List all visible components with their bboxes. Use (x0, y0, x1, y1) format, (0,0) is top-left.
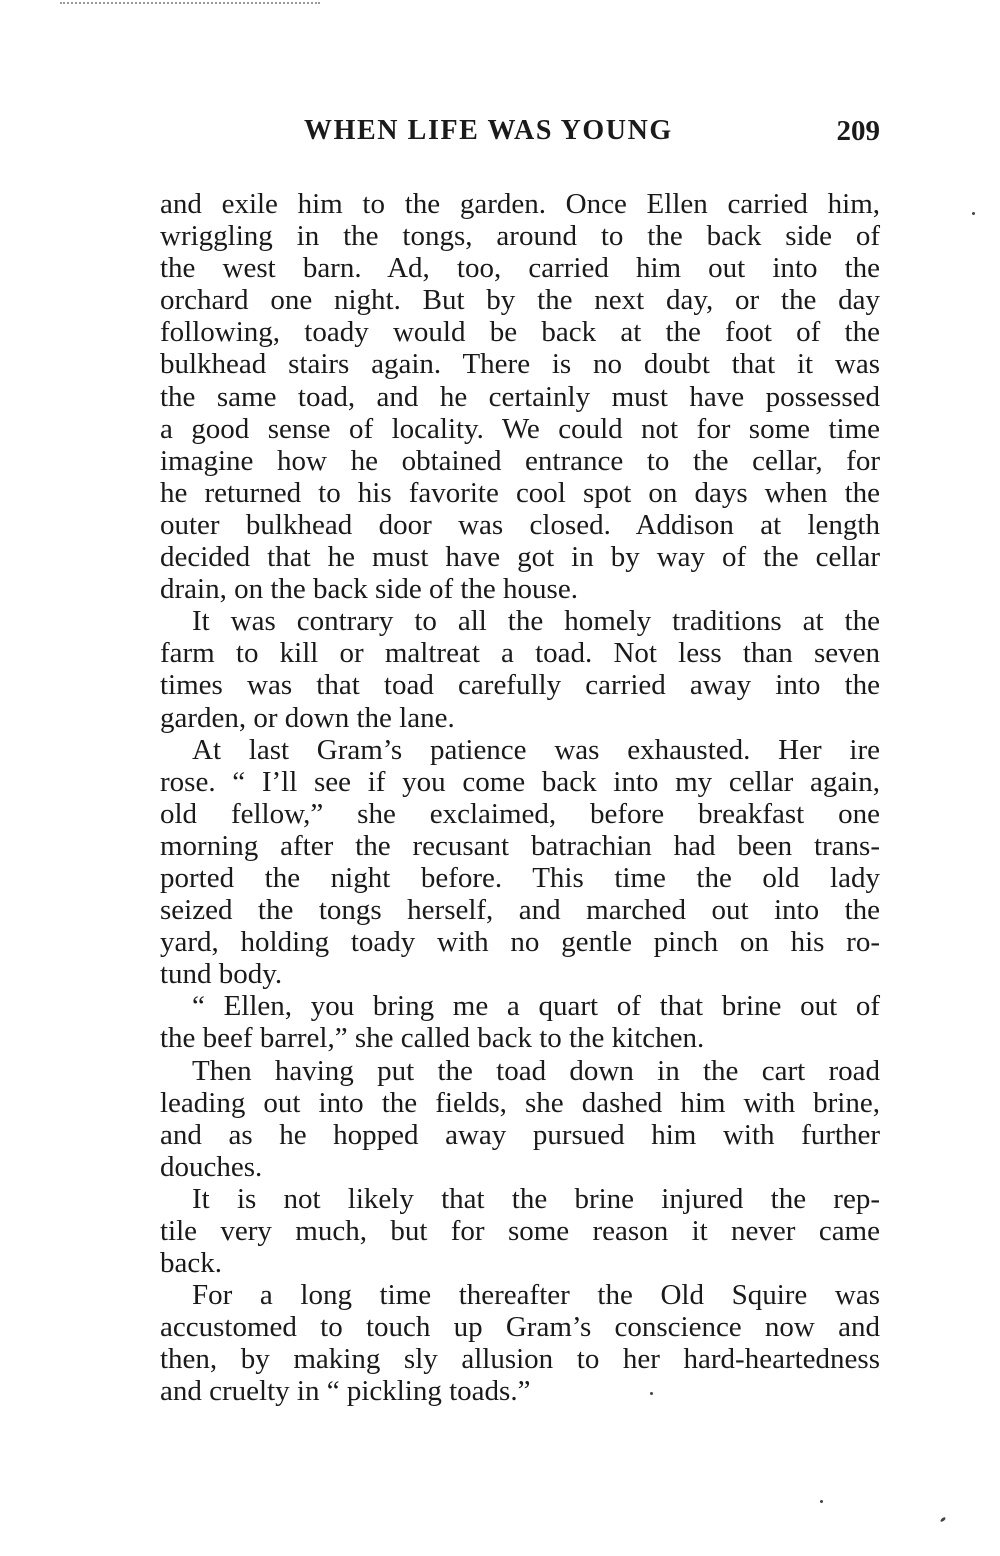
text-line: accustomed to touch up Gram’s conscience now and (160, 1311, 880, 1344)
text-line: douches. (160, 1150, 263, 1183)
text-line: following, toady would be back at the foot of the (160, 316, 880, 349)
text-line: he returned to his favorite cool spot on days when the (160, 476, 880, 509)
text-line: back. (160, 1247, 222, 1280)
text-line: seized the tongs herself, and marched out into the (160, 894, 880, 927)
text-line: It is not likely that the brine injured the rep- (192, 1182, 880, 1215)
text-line: wriggling in the tongs, around to the back side of (160, 220, 880, 253)
text-line: yard, holding toady with no gentle pinch on his ro- (160, 926, 880, 959)
text-line: decided that he must have got in by way of the cellar (160, 541, 880, 574)
text-line: Then having put the toad down in the cart road (192, 1054, 880, 1087)
text-line: rose. “ I’ll see if you come back into my cellar again, (160, 765, 880, 798)
page-number: 209 (836, 115, 880, 147)
text-line: orchard one night. But by the next day, or the day (160, 284, 880, 317)
text-line: the west barn. Ad, too, carried him out into the (160, 252, 880, 285)
text-line: old fellow,” she exclaimed, before breakfast one (160, 797, 880, 830)
text-line: then, by making sly allusion to her hard-heartedness (160, 1343, 880, 1376)
scan-edge-marks (60, 2, 320, 10)
scan-speck (820, 1500, 823, 1503)
text-line: the same toad, and he certainly must have possessed (160, 380, 880, 413)
text-line: drain, on the back side of the house. (160, 573, 578, 606)
text-line: tile very much, but for some reason it never came (160, 1215, 880, 1247)
text-line: bulkhead stairs again. There is no doubt that it was (160, 348, 880, 381)
text-line: garden, or down the lane. (160, 701, 455, 734)
text-line: leading out into the fields, she dashed him with brine, (160, 1086, 880, 1119)
text-line: It was contrary to all the homely traditions at the (192, 605, 880, 638)
text-line: and exile him to the garden. Once Ellen carried him, (160, 188, 880, 220)
text-line: farm to kill or maltreat a toad. Not less than seven (160, 637, 880, 670)
text-line: the beef barrel,” she called back to the kitchen. (160, 1022, 705, 1055)
running-head (160, 113, 880, 153)
text-line: outer bulkhead door was closed. Addison at length (160, 508, 880, 541)
text-line: and cruelty in “ pickling toads.” (160, 1375, 531, 1408)
body-text (160, 188, 880, 1408)
scan-speck (650, 1392, 653, 1395)
text-line: “ Ellen, you bring me a quart of that brine out of (192, 990, 880, 1023)
text-line: and as he hopped away pursued him with further (160, 1118, 880, 1151)
scan-speck (972, 212, 975, 215)
text-line: At last Gram’s patience was exhausted. Her ire (192, 733, 880, 766)
text-line: ported the night before. This time the old lady (160, 861, 880, 894)
text-line: times was that toad carefully carried away into the (160, 669, 880, 702)
text-line: tund body. (160, 958, 283, 991)
scan-speck (940, 1516, 947, 1522)
text-line: imagine how he obtained entrance to the cellar, for (160, 444, 880, 477)
running-title: WHEN LIFE WAS YOUNG (304, 115, 673, 146)
text-line: a good sense of locality. We could not for some time (160, 412, 880, 445)
text-line: morning after the recusant batrachian had been trans- (160, 829, 880, 862)
text-line: For a long time thereafter the Old Squire was (192, 1279, 880, 1312)
